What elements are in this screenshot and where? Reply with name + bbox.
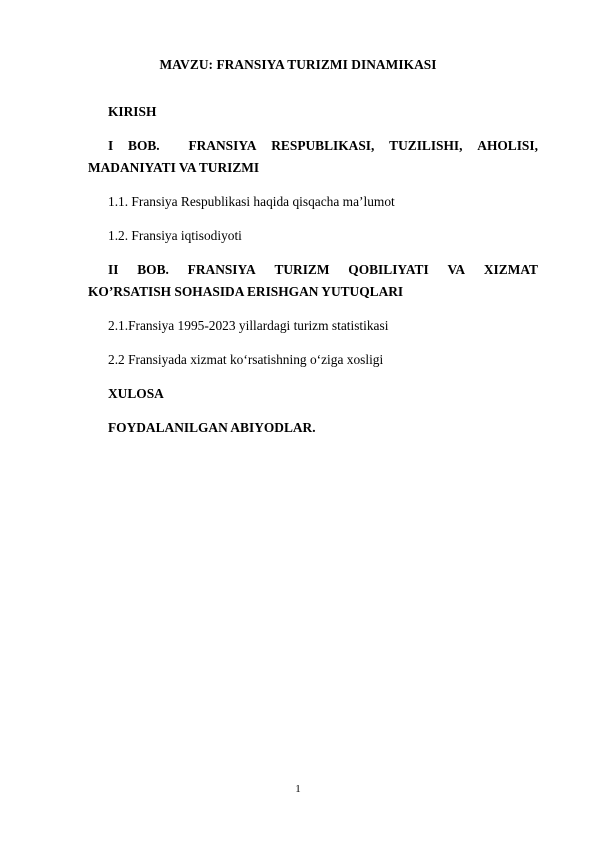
toc-chapter1-word: AHOLISI, [477, 138, 538, 153]
toc-chapter2-word: BOB. [137, 262, 169, 277]
toc-intro: KIRISH [108, 104, 157, 119]
toc-chapter2-word: XIZMAT [483, 262, 538, 277]
toc-conclusion: XULOSA [108, 386, 164, 401]
toc-chapter2-word: FRANSIYA [187, 262, 256, 277]
toc-chapter1-word: RESPUBLIKASI, [271, 138, 375, 153]
toc-chapter1-line1 [108, 138, 538, 154]
toc-chapter2-line1 [108, 262, 538, 278]
toc-chapter2-word: VA [447, 262, 466, 277]
toc-chapter1-word: BOB. [128, 138, 160, 153]
toc-references: FOYDALANILGAN ABIYODLAR. [108, 420, 316, 435]
toc-section-1-2: 1.2. Fransiya iqtisodiyoti [108, 228, 242, 243]
toc-chapter2-word: TURIZM [274, 262, 330, 277]
toc-chapter2-word: II [108, 262, 119, 277]
toc-chapter1-word: TUZILISHI, [389, 138, 463, 153]
toc-chapter1-line2: MADANIYATI VA TURIZMI [88, 160, 260, 175]
toc-chapter2-line2: KO’RSATISH SOHASIDA ERISHGAN YUTUQLARI [88, 284, 404, 299]
page-number: 1 [295, 783, 301, 795]
toc-section-2-1: 2.1.Fransiya 1995-2023 yillardagi turizm statistikasi [108, 318, 389, 333]
toc-chapter1-word: FRANSIYA [188, 138, 257, 153]
toc-section-1-1: 1.1. Fransiya Respublikasi haqida qisqacha ma’lumot [108, 194, 395, 209]
document-title: MAVZU: FRANSIYA TURIZMI DINAMIKASI [159, 57, 437, 72]
toc-chapter2-word: QOBILIYATI [348, 262, 429, 277]
toc-section-2-2: 2.2 Fransiyada xizmat ko‘rsatishning o‘ziga xosligi [108, 352, 384, 367]
toc-chapter1-word: I [108, 138, 114, 153]
